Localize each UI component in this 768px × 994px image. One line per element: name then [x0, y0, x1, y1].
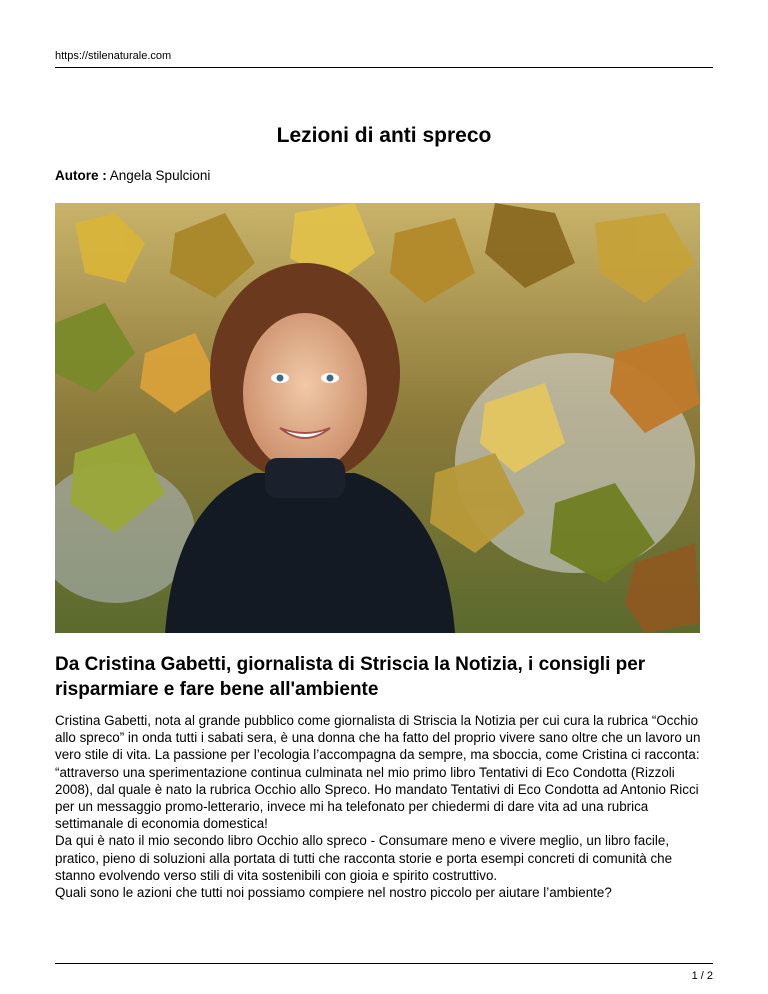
body-paragraph: Quali sono le azioni che tutti noi possiamo compiere nel nostro piccolo per aiutare l’ambiente? [55, 885, 612, 901]
source-url: https://stilenaturale.com [55, 50, 172, 62]
page-number: 1 / 2 [691, 970, 713, 982]
body-paragraph: Cristina Gabetti, nota al grande pubblico come giornalista di Striscia la Notizia per cui cura la rubrica “Occhio allo spreco” in onda tutti i sabati sera, è una donna che ha fatto del proprio vivere sano oltre che un lavoro un vero stile di vita. La passione per l’ecologia l’accompagna da sempre, ma sboccia, come Cristina ci racconta: “attraverso una sperimentazione continua culminata nel mio primo libro Tentativi di Eco Condotta (Rizzoli 2008), dal quale è nato la rubrica Occhio allo Spreco. Ho mandato Tentativi di Eco Condotta ad Antonio Ricci per un messaggio promo-letterario, invece mi ha telefonato per chiedermi di dare vita ad una rubrica settimanale di economia domestica! [55, 713, 701, 832]
author-line [55, 168, 210, 183]
body-paragraph: Da qui è nato il mio secondo libro Occhio allo spreco - Consumare meno e vivere meglio, un libro facile, pratico, pieno di soluzioni alla portata di tutti che racconta storie e porta esempi concreti di comunità che stanno evolvendo verso stili di vita sostenibili con gioia e spirito costruttivo. [55, 833, 673, 883]
footer-divider [55, 963, 713, 964]
page-title: Lezioni di anti spreco [276, 124, 492, 147]
header-divider [55, 67, 713, 68]
article-subtitle: Da Cristina Gabetti, giornalista di Striscia la Notizia, i consigli per risparmiare e fare bene all'ambiente [55, 654, 646, 700]
article-photo [55, 203, 700, 633]
author-label: Autore : [55, 168, 107, 183]
author-name: Angela Spulcioni [109, 168, 211, 183]
article-body [55, 712, 715, 901]
